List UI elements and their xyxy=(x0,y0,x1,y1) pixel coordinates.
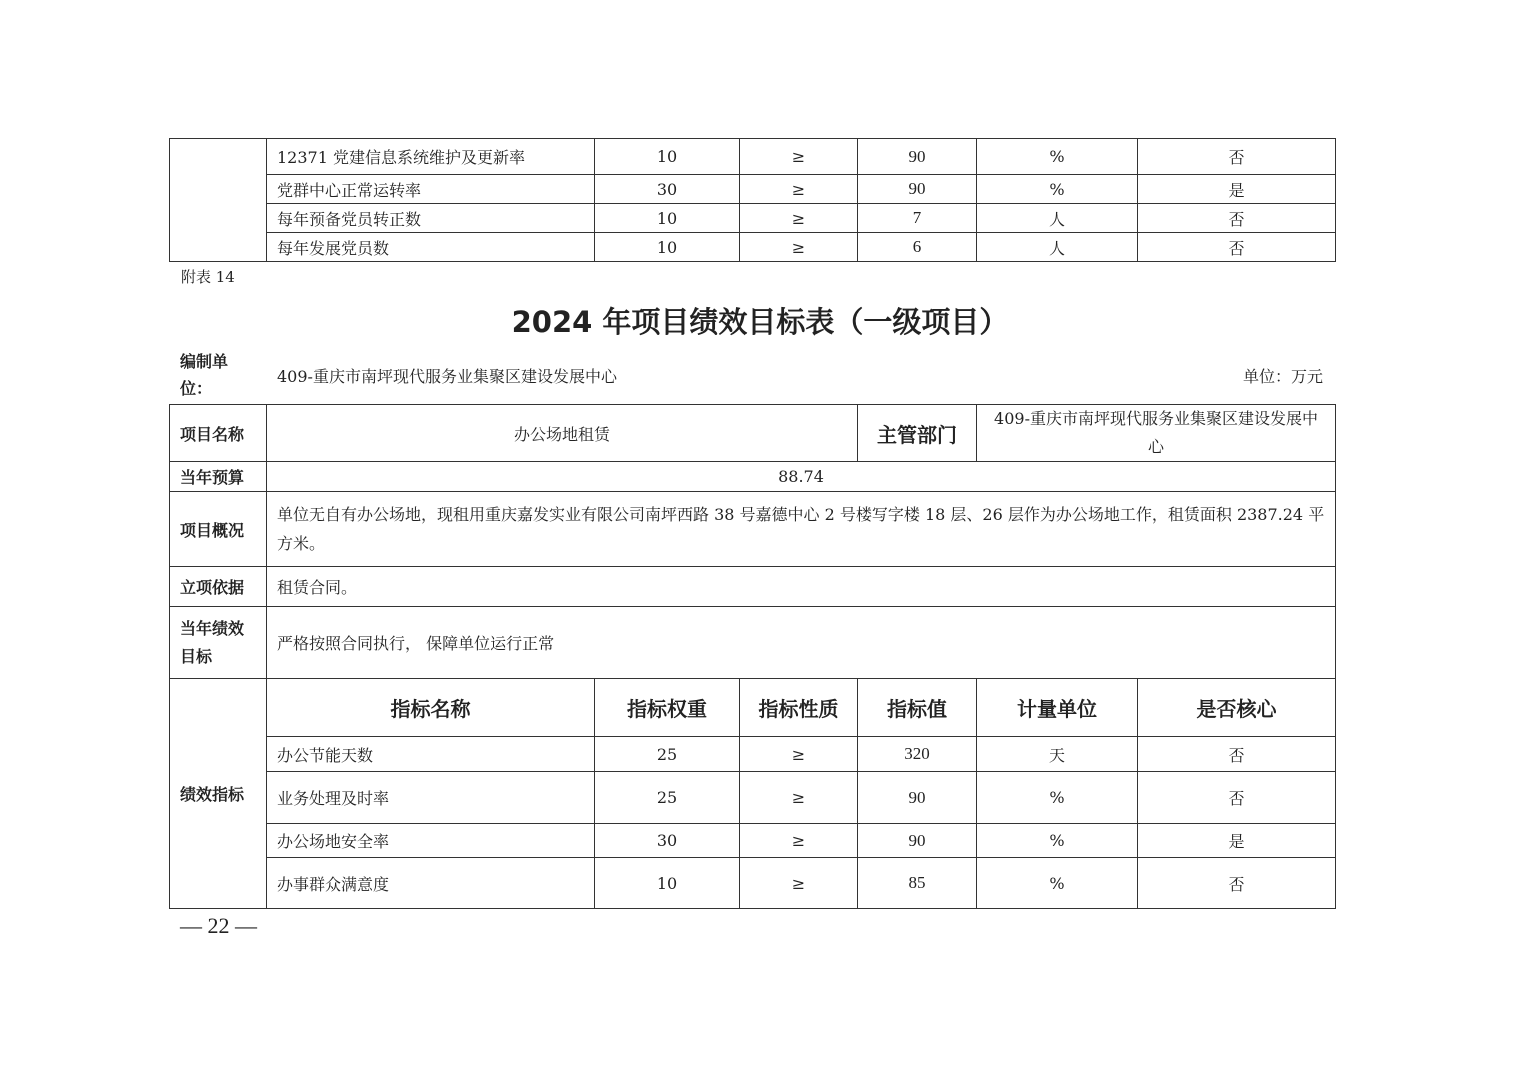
indicator-value: 7 xyxy=(858,204,977,233)
indicator-core: 否 xyxy=(1138,858,1336,909)
column-header: 是否核心 xyxy=(1138,679,1336,737)
indicator-name: 办公场地安全率 xyxy=(267,824,595,858)
indicator-weight: 10 xyxy=(595,233,740,262)
indicator-core: 否 xyxy=(1138,204,1336,233)
table-row xyxy=(170,737,1336,772)
indicator-name: 办公节能天数 xyxy=(267,737,595,772)
table-row xyxy=(170,175,1336,204)
indicators-section-label: 绩效指标 xyxy=(170,679,267,909)
indicator-unit: % xyxy=(977,139,1138,175)
indicator-nature: ≥ xyxy=(740,233,858,262)
table-row xyxy=(170,679,1336,737)
top-indicator-table xyxy=(169,138,1336,262)
indicator-weight: 25 xyxy=(595,772,740,824)
dept-value: 409-重庆市南坪现代服务业集聚区建设发展中心 xyxy=(977,405,1336,462)
budget-label: 当年预算 xyxy=(170,462,267,492)
indicator-core: 否 xyxy=(1138,772,1336,824)
indicator-unit: % xyxy=(977,858,1138,909)
indicator-value: 90 xyxy=(858,772,977,824)
column-header: 指标权重 xyxy=(595,679,740,737)
indicator-core: 是 xyxy=(1138,824,1336,858)
indicator-unit: 人 xyxy=(977,204,1138,233)
overview-value: 单位无自有办公场地，现租用重庆嘉发实业有限公司南坪西路 38 号嘉德中心 2 号楼写字楼 18 层、26 层作为办公场地工作，租赁面积 2387.24 平方米。 xyxy=(267,492,1336,567)
indicator-nature: ≥ xyxy=(740,204,858,233)
table-row xyxy=(170,607,1336,679)
table-row xyxy=(170,139,1336,175)
indicator-weight: 10 xyxy=(595,858,740,909)
indicator-name: 党群中心正常运转率 xyxy=(267,175,595,204)
indicator-core: 否 xyxy=(1138,737,1336,772)
column-header: 指标名称 xyxy=(267,679,595,737)
table-row xyxy=(170,462,1336,492)
indicator-name: 每年预备党员转正数 xyxy=(267,204,595,233)
indicator-unit: % xyxy=(977,824,1138,858)
indicator-value: 320 xyxy=(858,737,977,772)
indicator-nature: ≥ xyxy=(740,737,858,772)
org-value: 409-重庆市南坪现代服务业集聚区建设发展中心 xyxy=(277,367,617,386)
indicator-weight: 30 xyxy=(595,175,740,204)
indicator-weight: 25 xyxy=(595,737,740,772)
indicator-value: 85 xyxy=(858,858,977,909)
indicator-weight: 10 xyxy=(595,139,740,175)
indicator-core: 否 xyxy=(1138,139,1336,175)
indicator-name: 业务处理及时率 xyxy=(267,772,595,824)
column-header: 指标值 xyxy=(858,679,977,737)
indicator-name: 每年发展党员数 xyxy=(267,233,595,262)
indicator-unit: 天 xyxy=(977,737,1138,772)
page-number: — 22 — xyxy=(180,913,257,938)
table-row xyxy=(170,772,1336,824)
goal-label: 当年绩效目标 xyxy=(170,607,267,679)
overview-label: 项目概况 xyxy=(170,492,267,567)
basis-label: 立项依据 xyxy=(170,567,267,607)
indicator-weight: 30 xyxy=(595,824,740,858)
project-name-value: 办公场地租赁 xyxy=(267,405,858,462)
appendix-label: 附表 14 xyxy=(181,268,235,286)
indicator-name: 办事群众满意度 xyxy=(267,858,595,909)
indicator-name: 12371 党建信息系统维护及更新率 xyxy=(267,139,595,175)
table-row xyxy=(170,567,1336,607)
table-row xyxy=(170,858,1336,909)
indicator-unit: % xyxy=(977,175,1138,204)
indicator-unit: 人 xyxy=(977,233,1138,262)
table-row xyxy=(170,233,1336,262)
indicator-nature: ≥ xyxy=(740,175,858,204)
indicator-value: 90 xyxy=(858,139,977,175)
table-row xyxy=(170,204,1336,233)
blank-section-cell xyxy=(170,139,267,262)
column-header: 计量单位 xyxy=(977,679,1138,737)
indicator-nature: ≥ xyxy=(740,139,858,175)
budget-value: 88.74 xyxy=(267,462,1336,492)
basis-value: 租赁合同。 xyxy=(267,567,1336,607)
indicator-core: 否 xyxy=(1138,233,1336,262)
indicator-value: 90 xyxy=(858,824,977,858)
indicator-nature: ≥ xyxy=(740,858,858,909)
dept-label: 主管部门 xyxy=(858,405,977,462)
goal-value: 严格按照合同执行， 保障单位运行正常 xyxy=(267,607,1336,679)
performance-target-table xyxy=(169,404,1336,909)
project-name-label: 项目名称 xyxy=(170,405,267,462)
indicator-weight: 10 xyxy=(595,204,740,233)
column-header: 指标性质 xyxy=(740,679,858,737)
table-row xyxy=(170,405,1336,462)
table-row xyxy=(170,824,1336,858)
indicator-value: 90 xyxy=(858,175,977,204)
org-label: 编制单位： xyxy=(180,352,229,398)
indicator-nature: ≥ xyxy=(740,772,858,824)
indicator-core: 是 xyxy=(1138,175,1336,204)
unit-label: 单位：万元 xyxy=(1242,367,1323,386)
indicator-nature: ≥ xyxy=(740,824,858,858)
table-row xyxy=(170,492,1336,567)
indicator-value: 6 xyxy=(858,233,977,262)
page-title: 2024 年项目绩效目标表（一级项目） xyxy=(511,305,1009,339)
indicator-unit: % xyxy=(977,772,1138,824)
